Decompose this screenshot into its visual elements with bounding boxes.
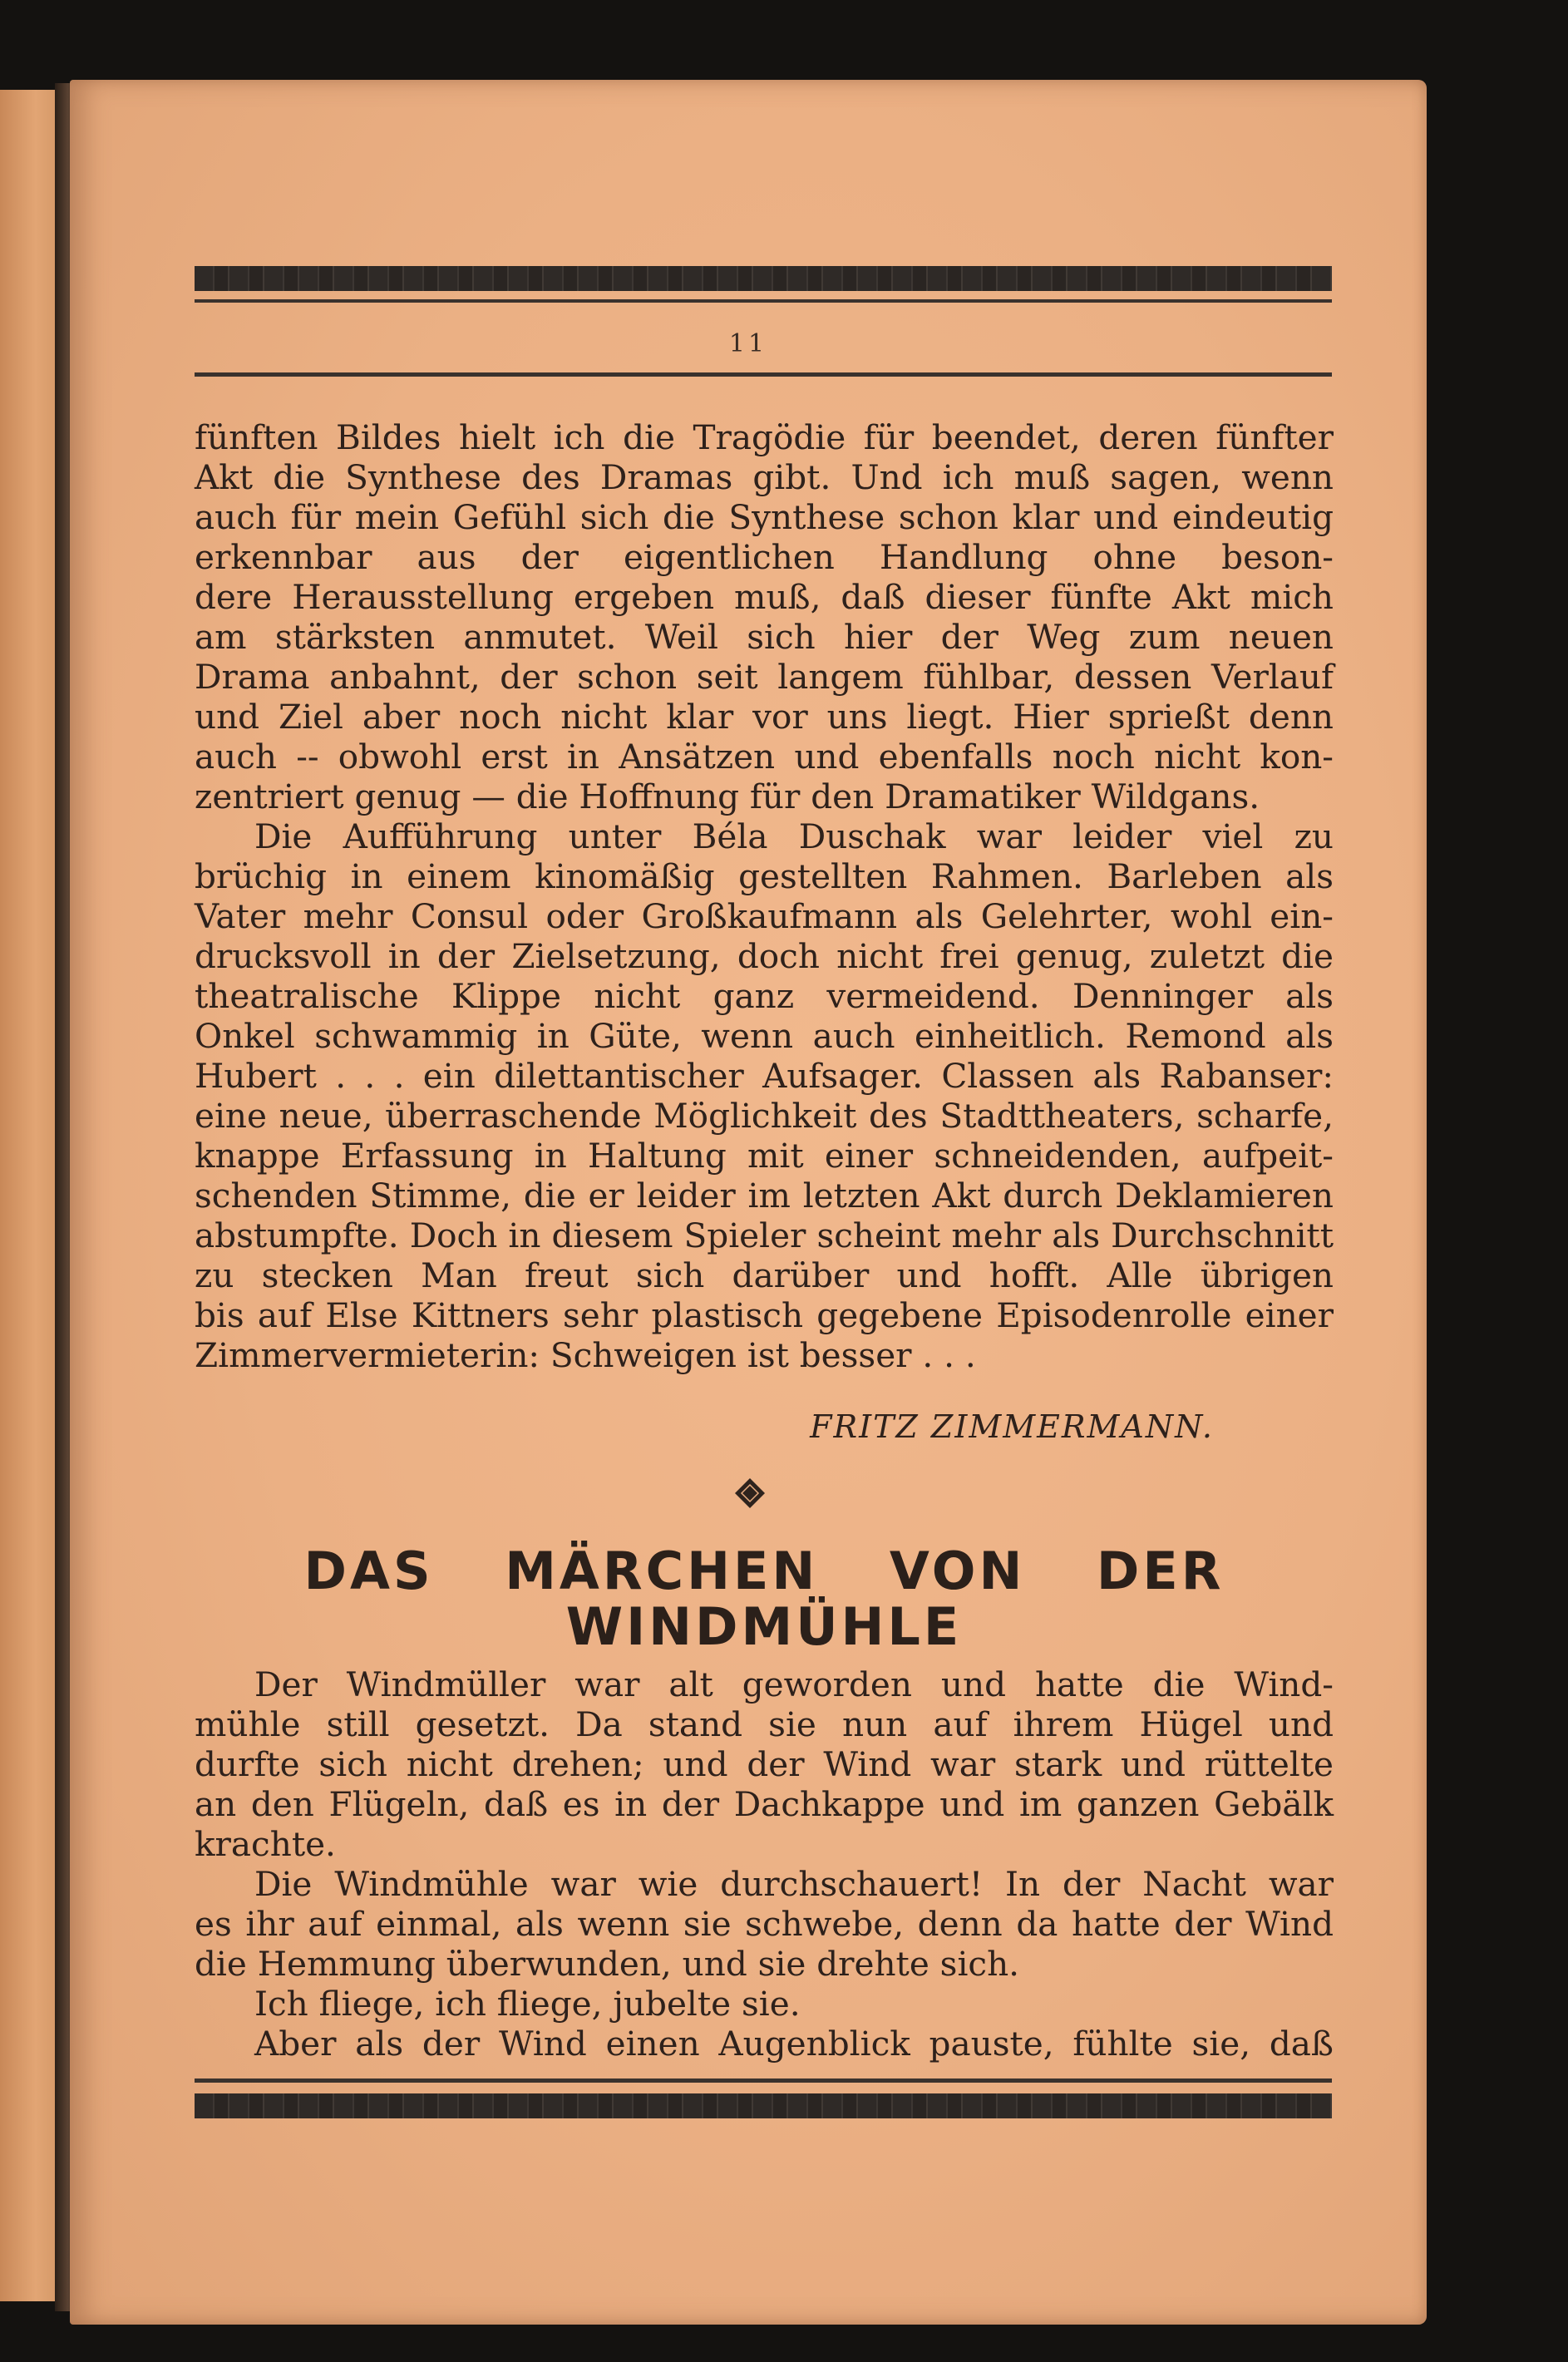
text-line: Hubert . . . ein dilettantischer Aufsager. Classen als Rabanser: [195, 1056, 1334, 1096]
text-line: Ich fliege, ich fliege, jubelte sie. [254, 1984, 801, 2024]
text-line: am stärksten anmutet. Weil sich hier der Weg zum neuen [195, 617, 1334, 657]
text-line: schenden Stimme, die er leider im letzten Akt durch Deklamieren [195, 1176, 1334, 1216]
page-number: 11 [728, 329, 768, 358]
review-text [195, 417, 1334, 1378]
text-line: auch für mein Gefühl sich die Synthese schon klar und eindeutig [195, 497, 1334, 537]
text-line: Der Windmüller war alt geworden und hatte die Wind- [254, 1664, 1334, 1704]
text-line: zu stecken Man freut sich darüber und hofft. Alle übrigen [195, 1255, 1334, 1295]
text-line: abstumpfte. Doch in diesem Spieler scheint mehr als Durchschnitt [195, 1216, 1334, 1255]
text-line: eine neue, überraschende Möglichkeit des Stadttheaters, scharfe, [195, 1096, 1334, 1136]
text-line: bis auf Else Kittners sehr plastisch gegebene Episodenrolle einer [195, 1295, 1334, 1335]
text-line: durfte sich nicht drehen; und der Wind war stark und rüttelte [195, 1744, 1334, 1784]
text-line: auch -- obwohl erst in Ansätzen und ebenfalls noch nicht kon- [195, 737, 1334, 777]
text-line: zentriert genug — die Hoffnung für den Dramatiker Wildgans. [195, 777, 1260, 816]
text-line: fünften Bildes hielt ich die Tragödie für beendet, deren fünfter [195, 417, 1334, 457]
header-rule-band [195, 266, 1332, 291]
article-text [195, 1664, 1334, 2067]
text-line: brüchig in einem kinomäßig gestellten Rahmen. Barleben als [195, 856, 1334, 896]
text-line: theatralische Klippe nicht ganz vermeidend. Denninger als [195, 976, 1334, 1016]
text-line: dere Herausstellung ergeben muß, daß dieser fünfte Akt mich [195, 577, 1334, 617]
text-line: krachte. [195, 1824, 336, 1864]
text-line: Vater mehr Consul oder Großkaufmann als Gelehrter, wohl ein- [195, 896, 1334, 936]
text-line: knappe Erfassung in Haltung mit einer schneidenden, aufpeit- [195, 1136, 1334, 1176]
text-line: an den Flügeln, daß es in der Dachkappe und im ganzen Gebälk [195, 1784, 1334, 1824]
text-line: die Hemmung überwunden, und sie drehte sich. [195, 1944, 1020, 1984]
diamond-ornament-icon [733, 1477, 767, 1510]
text-line: Drama anbahnt, der schon seit langem fühlbar, dessen Verlauf [195, 657, 1334, 697]
review-signature: FRITZ ZIMMERMANN. [810, 1408, 1214, 1445]
text-line: Akt die Synthese des Dramas gibt. Und ich muß sagen, wenn [195, 457, 1334, 497]
text-line: erkennbar aus der eigentlichen Handlung ohne beson- [195, 537, 1334, 577]
text-line: Die Aufführung unter Béla Duschak war leider viel zu [254, 816, 1334, 856]
article-title-line-1: DAS MÄRCHEN VON DER [303, 1541, 1225, 1601]
text-line: Zimmervermieterin: Schweigen ist besser . . . [195, 1335, 976, 1375]
footer-rule-line [195, 2078, 1332, 2083]
book-page [70, 80, 1427, 2325]
text-line: Onkel schwammig in Güte, wenn auch einheitlich. Remond als [195, 1016, 1334, 1056]
text-line: und Ziel aber noch nicht klar vor uns liegt. Hier sprießt denn [195, 697, 1334, 737]
text-line: es ihr auf einmal, als wenn sie schwebe, denn da hatte der Wind [195, 1904, 1334, 1944]
footer-rule-band [195, 2093, 1332, 2118]
article-title-line-2: WINDMÜHLE [565, 1596, 963, 1657]
text-line: Die Windmühle war wie durchschauert! In der Nacht war [254, 1864, 1334, 1904]
text-line: drucksvoll in der Zielsetzung, doch nicht frei genug, zuletzt die [195, 936, 1334, 976]
text-line: Aber als der Wind einen Augenblick pauste, fühlte sie, daß [254, 2024, 1334, 2064]
header-rule-line [195, 372, 1332, 377]
text-line: mühle still gesetzt. Da stand sie nun auf ihrem Hügel und [195, 1704, 1334, 1744]
